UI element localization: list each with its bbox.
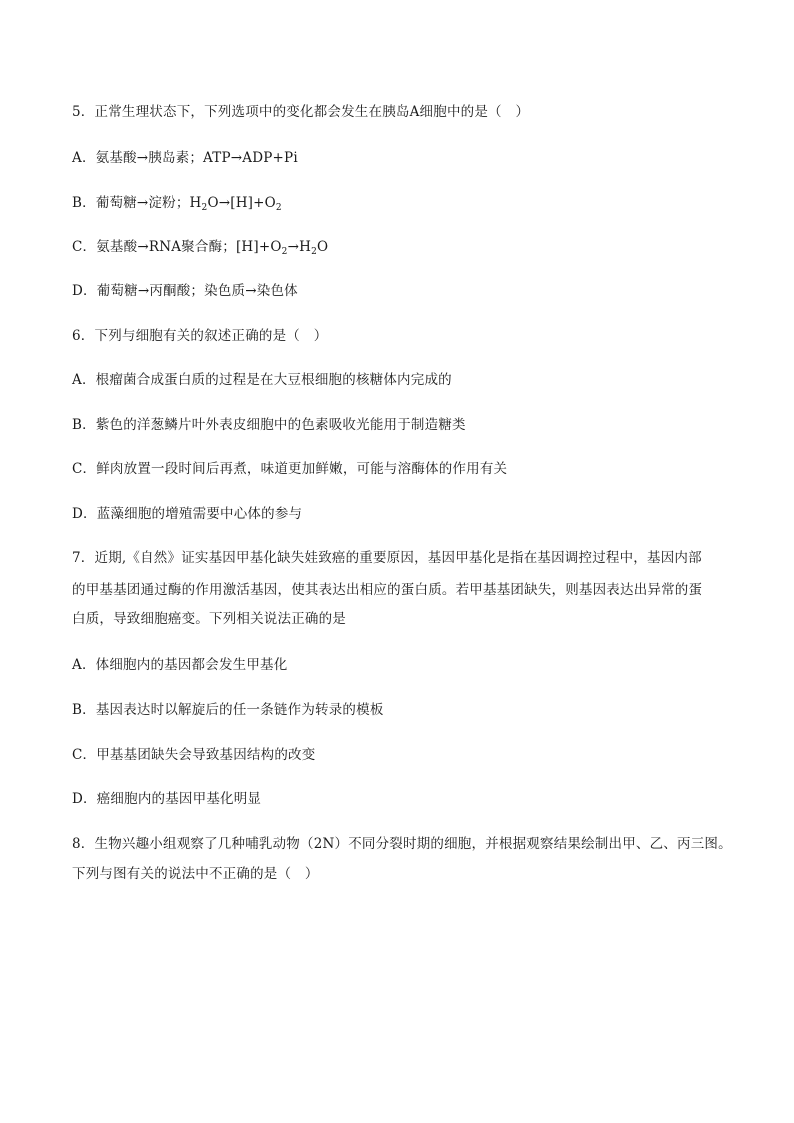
question-text: 近期,《自然》证实基因甲基化缺失娃致癌的重要原因，基因甲基化是指在基因调控过程中，基因内部	[94, 550, 702, 566]
option-text: D．癌细胞内的基因甲基化明显	[72, 791, 262, 807]
question-8-stem-line-2	[72, 864, 319, 884]
question-5-option-c	[72, 237, 328, 257]
question-number: 5．	[72, 104, 95, 120]
question-number: 6．	[72, 328, 95, 344]
question-number: 7．	[72, 550, 95, 566]
option-text: D．葡萄糖→丙酮酸；染色质→染色体	[72, 283, 298, 299]
question-5-option-a	[72, 148, 298, 168]
option-text: C．甲基基团缺失会导致基因结构的改变	[72, 747, 316, 763]
option-text: C．鲜肉放置一段时间后再煮，味道更加鲜嫩，可能与溶酶体的作用有关	[72, 461, 508, 477]
question-text: 下列与图有关的说法中不正确的是（ ）	[72, 866, 319, 882]
option-text: A．根瘤菌合成蛋白质的过程是在大豆根细胞的核糖体内完成的	[72, 372, 452, 388]
question-6-option-a	[72, 370, 452, 390]
subscript: 2	[311, 247, 318, 257]
option-text: D．蓝藻细胞的增殖需要中心体的参与	[72, 506, 303, 522]
question-5-option-b	[72, 193, 282, 213]
question-text: 正常生理状态下，下列选项中的变化都会发生在胰岛A细胞中的是（ ）	[94, 104, 530, 120]
option-text: B．紫色的洋葱鳞片叶外表皮细胞中的色素吸收光能用于制造糖类	[72, 417, 466, 433]
question-6-stem	[72, 326, 327, 346]
question-7-option-a	[72, 655, 287, 675]
question-number: 8．	[72, 836, 95, 852]
question-text: 生物兴趣小组观察了几种哺乳动物（2N）不同分裂时期的细胞，并根据观察结果绘制出甲、乙、丙三图。	[94, 836, 732, 852]
question-text: 白质，导致细胞癌变。下列相关说法正确的是	[72, 611, 346, 627]
question-7-option-c	[72, 745, 315, 765]
question-6-option-d	[72, 504, 302, 524]
question-7-stem-line-3	[72, 609, 346, 629]
question-5-option-d	[72, 281, 298, 301]
option-text: O→[H]+O	[207, 195, 276, 211]
option-text: A．氨基酸→胰岛素；ATP→ADP+Pi	[72, 150, 298, 166]
question-5-stem	[72, 102, 529, 122]
option-text: B．葡萄糖→淀粉；H	[72, 195, 202, 211]
question-7-option-d	[72, 789, 261, 809]
option-text: B．基因表达时以解旋后的任一条链作为转录的模板	[72, 702, 384, 718]
question-text: 的甲基基团通过酶的作用激活基因，使其表达出相应的蛋白质。若甲基基团缺失，则基因表达出异常的蛋	[72, 582, 703, 598]
option-text: A．体细胞内的基因都会发生甲基化	[72, 657, 288, 673]
option-text: →H	[287, 239, 312, 255]
question-7-option-b	[72, 700, 384, 720]
subscript: 2	[275, 203, 282, 213]
question-8-stem-line-1	[72, 834, 732, 854]
question-7-stem-line-1	[72, 548, 702, 568]
question-7-stem-line-2	[72, 580, 702, 600]
question-6-option-b	[72, 415, 466, 435]
subscript: 2	[201, 203, 208, 213]
option-text: C．氨基酸→RNA聚合酶；[H]+O	[72, 239, 282, 255]
option-text: O	[317, 239, 329, 255]
question-text: 下列与细胞有关的叙述正确的是（ ）	[94, 328, 328, 344]
question-6-option-c	[72, 459, 507, 479]
subscript: 2	[281, 247, 288, 257]
